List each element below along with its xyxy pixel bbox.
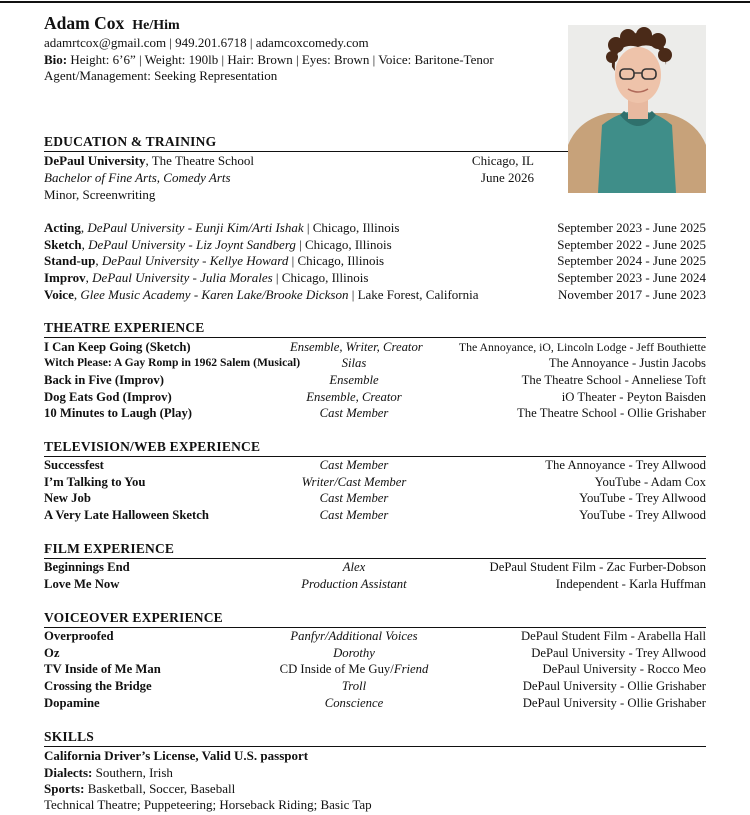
training-row: Acting, DePaul University - Eunji Kim/Arti Ishak | Chicago, Illinois: [44, 220, 400, 235]
skills-heading: SKILLS: [44, 729, 706, 747]
table-row: Love Me Now Production Assistant Independent - Karla Huffman: [44, 577, 706, 591]
training-row: Voice, Glee Music Academy - Karen Lake/Brooke Dickson | Lake Forest, California: [44, 287, 479, 302]
table-row: Crossing the Bridge Troll DePaul University - Ollie Grishaber: [44, 679, 706, 693]
full-name: Adam Cox: [44, 13, 125, 33]
contact-line: adamrtcox@gmail.com | 949.201.6718 | adamcoxcomedy.com: [44, 35, 369, 50]
table-row: Back in Five (Improv) Ensemble The Theatre School - Anneliese Toft: [44, 373, 706, 387]
top-rule: [0, 1, 750, 3]
minor: Minor, Screenwriting: [44, 187, 156, 202]
table-row: 10 Minutes to Laugh (Play) Cast Member The Theatre School - Ollie Grishaber: [44, 406, 706, 420]
agent-line: Agent/Management: Seeking Representation: [44, 68, 278, 83]
table-row: Successfest Cast Member The Annoyance - Trey Allwood: [44, 458, 706, 472]
school-rest: , The Theatre School: [145, 153, 255, 168]
sports-line: Sports: Basketball, Soccer, Baseball: [44, 781, 236, 796]
training-dates: September 2022 - June 2025: [557, 237, 706, 252]
table-row: Overproofed Panfyr/Additional Voices DePaul Student Film - Arabella Hall: [44, 629, 706, 643]
pronouns: He/Him: [132, 18, 180, 33]
dialects-line: Dialects: Southern, Irish: [44, 765, 173, 780]
headshot-photo: [568, 25, 706, 193]
table-row: Dopamine Conscience DePaul University - Ollie Grishaber: [44, 696, 706, 710]
school-name: DePaul University: [44, 153, 146, 168]
training-dates: September 2023 - June 2025: [557, 220, 706, 235]
voiceover-heading: VOICEOVER EXPERIENCE: [44, 610, 706, 628]
tv-heading: TELEVISION/WEB EXPERIENCE: [44, 439, 706, 457]
training-dates: September 2023 - June 2024: [557, 270, 706, 285]
bio-text: Height: 6’6” | Weight: 190lb | Hair: Brown | Eyes: Brown | Voice: Baritone-Tenor: [67, 52, 494, 67]
school-line: [44, 153, 254, 169]
training-dates: September 2024 - June 2025: [557, 253, 706, 268]
training-row: Improv, DePaul University - Julia Morales | Chicago, Illinois: [44, 270, 369, 285]
table-row: New Job Cast Member YouTube - Trey Allwood: [44, 491, 706, 505]
table-row: Witch Please: A Gay Romp in 1962 Salem (Musical) Silas The Annoyance - Justin Jacobs: [44, 356, 706, 370]
education-heading: EDUCATION & TRAINING: [44, 134, 568, 152]
graduation-date: June 2026: [480, 170, 534, 185]
other-skills-line: Technical Theatre; Puppeteering; Horseback Riding; Basic Tap: [44, 797, 372, 812]
table-row: TV Inside of Me Man CD Inside of Me Guy/Friend DePaul University - Rocco Meo: [44, 662, 706, 676]
table-row: A Very Late Halloween Sketch Cast Member YouTube - Trey Allwood: [44, 508, 706, 522]
bio-label: Bio:: [44, 52, 68, 67]
bio-line: [44, 52, 494, 68]
table-row: Oz Dorothy DePaul University - Trey Allwood: [44, 646, 706, 660]
training-dates: November 2017 - June 2023: [557, 287, 706, 302]
table-row: Beginnings End Alex DePaul Student Film - Zac Furber-Dobson: [44, 560, 706, 574]
license-line: California Driver’s License, Valid U.S. passport: [44, 748, 309, 763]
table-row: I Can Keep Going (Sketch) Ensemble, Writer, Creator The Annoyance, iO, Lincoln Lodge - Jeff Bouthiette: [44, 340, 706, 354]
table-row: Dog Eats God (Improv) Ensemble, Creator iO Theater - Peyton Baisden: [44, 390, 706, 404]
name-heading: [44, 13, 180, 34]
theatre-heading: THEATRE EXPERIENCE: [44, 320, 706, 338]
table-row: I’m Talking to You Writer/Cast Member YouTube - Adam Cox: [44, 475, 706, 489]
degree: Bachelor of Fine Arts, Comedy Arts: [44, 170, 231, 185]
film-heading: FILM EXPERIENCE: [44, 541, 706, 559]
training-row: Stand-up, DePaul University - Kellye Howard | Chicago, Illinois: [44, 253, 385, 268]
training-row: Sketch, DePaul University - Liz Joynt Sandberg | Chicago, Illinois: [44, 237, 392, 252]
school-location: Chicago, IL: [471, 153, 534, 168]
